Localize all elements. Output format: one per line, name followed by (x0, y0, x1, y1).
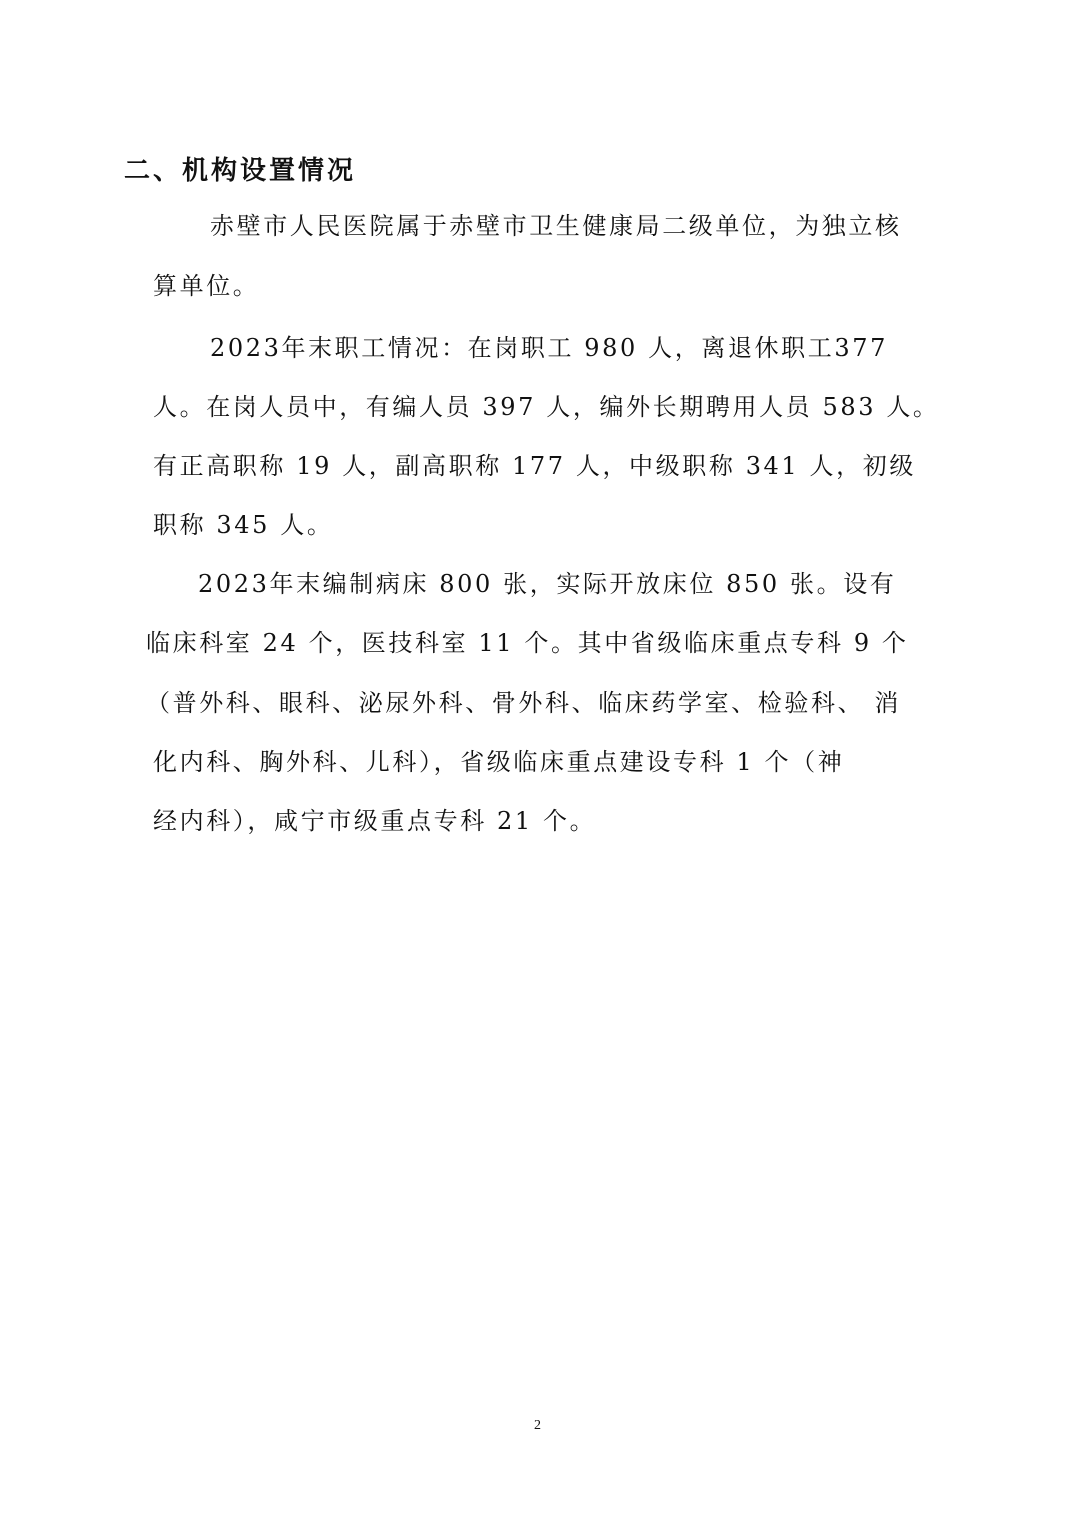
paragraph-line: 赤壁市人民医院属于赤壁市卫生健康局二级单位，为独立核 (210, 212, 902, 240)
section-heading: 二、机构设置情况 (124, 156, 357, 186)
paragraph-line: 职称 345 人。 (153, 511, 334, 539)
paragraph-line: 有正高职称 19 人，副高职称 177 人，中级职称 341 人，初级 (153, 452, 916, 480)
paragraph-line: 经内科），咸宁市级重点专科 21 个。 (153, 807, 597, 835)
page-number: 2 (534, 1418, 541, 1433)
paragraph-line: 临床科室 24 个，医技科室 11 个。其中省级临床重点专科 9 个 (146, 629, 909, 657)
paragraph-line: （普外科、眼科、泌尿外科、骨外科、临床药学室、检验科、 消 (146, 689, 902, 717)
paragraph-line: 人。在岗人员中，有编人员 397 人，编外长期聘用人员 583 人。 (153, 393, 940, 421)
paragraph-line: 算单位。 (153, 272, 260, 300)
paragraph-line: 2023年末职工情况：在岗职工 980 人，离退休职工377 (210, 334, 888, 362)
paragraph-line: 化内科、胸外科、儿科），省级临床重点建设专科 1 个（神 (153, 748, 845, 776)
paragraph-line: 2023年末编制病床 800 张，实际开放床位 850 张。设有 (198, 570, 897, 598)
